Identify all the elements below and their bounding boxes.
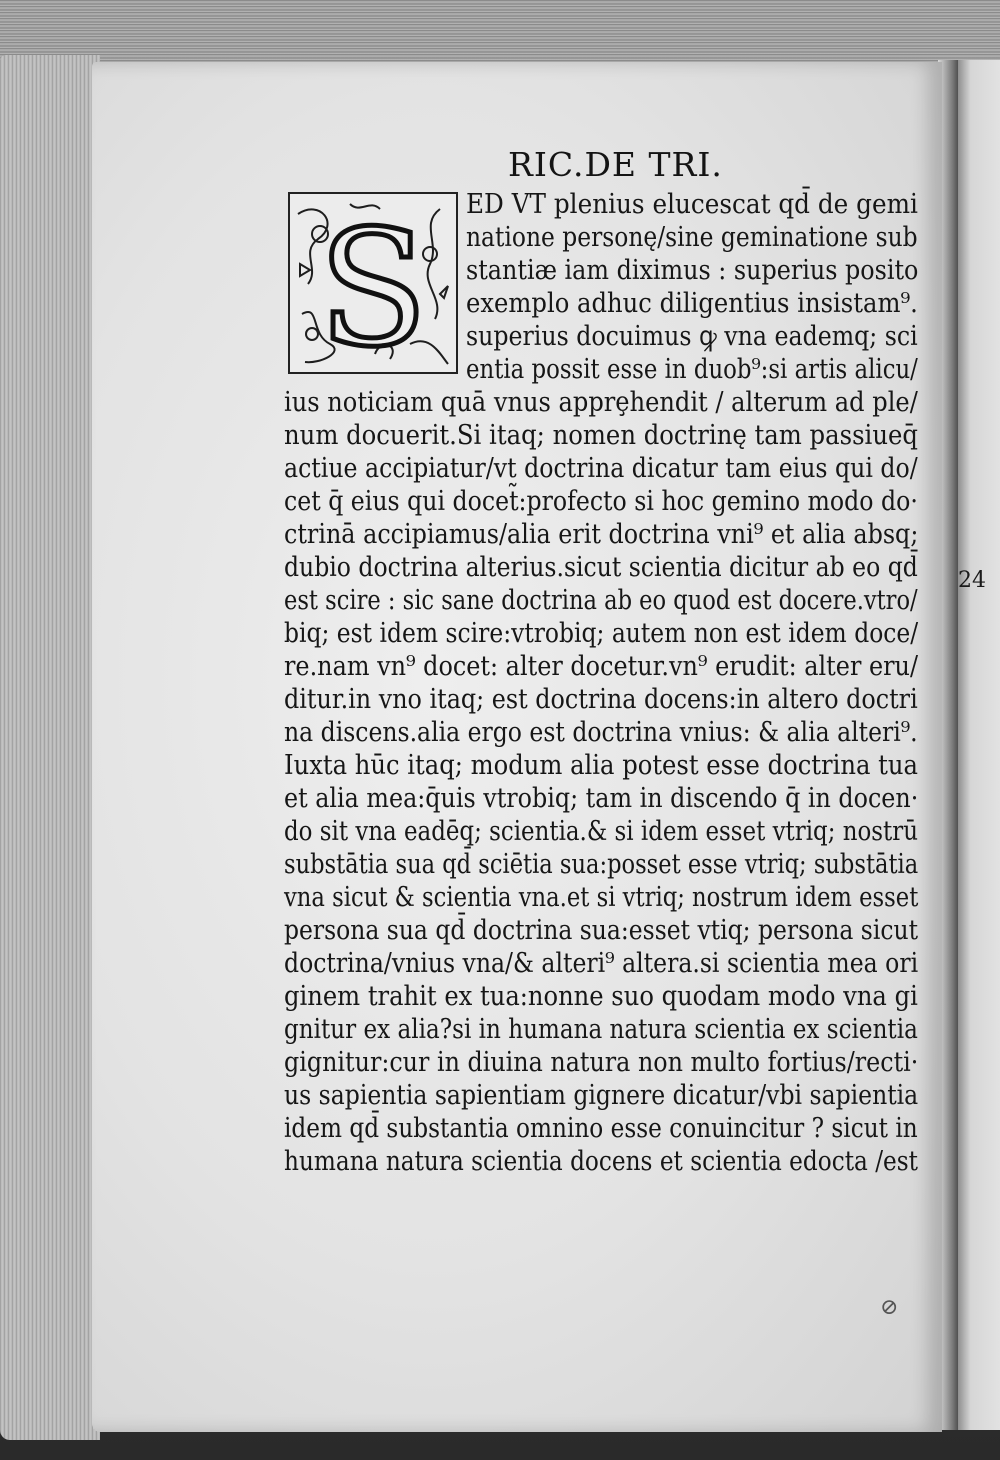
page-stack-edge: [0, 55, 100, 1440]
ink-mark-icon: ⊘: [880, 1295, 899, 1320]
text-line: et alia mea:q̄uis vtrobiq; tam in discendo q̄ in docen·: [284, 783, 919, 814]
text-line: actiue accipiatur/vt doctrina dicatur tam eius qui do/: [284, 453, 918, 484]
text-line: ctrinā accipiamus/alia erit doctrina vni⁹ et alia absq;: [284, 519, 919, 550]
floral-initial-icon: [290, 194, 456, 372]
decorated-initial: [288, 192, 458, 374]
text-line: substātia sua qd̄ sciētia sua:posset esse vtriq; substātia: [284, 849, 919, 880]
text-line: cet q̄ eius qui docet̃:profecto si hoc gemino modo do·: [284, 486, 918, 517]
text-line: persona sua qd̄ doctrina sua:esset vtiq; persona sicut: [284, 915, 918, 946]
text-line: ginem trahit ex tua:nonne suo quodam modo vna gi: [284, 981, 918, 1012]
text-line: superius docuimus ꝙ vna eademq; sci: [466, 321, 918, 352]
text-line: ditur.in vno itaq; est doctrina docens:in altero doctri: [284, 684, 918, 715]
text-line: num docuerit.Si itaq; nomen doctrinę tam passiueq̄: [284, 420, 918, 451]
text-line: gignitur:cur in diuina natura non multo fortius/recti·: [284, 1047, 919, 1078]
text-line: est scire : sic sane doctrina ab eo quod est docere.vtro/: [284, 585, 918, 616]
text-line: na discens.alia ergo est doctrina vnius: & alia alteri⁹.: [284, 717, 918, 748]
text-line: biq; est idem scire:vtrobiq; autem non est idem doce/: [284, 618, 919, 649]
text-line: entia possit esse in duob⁹:si artis alicu/: [466, 354, 918, 385]
text-line: ED VT plenius elucescat qd̄ de gemi: [466, 189, 918, 220]
margin-folio-number: 24: [958, 568, 986, 593]
text-line: do sit vna eadēq; scientia.& si idem esset vtriq; nostrū: [284, 816, 918, 847]
text-line: idem qd̄ substantia omnino esse conuincitur ? sicut in: [284, 1113, 918, 1144]
text-line: dubio doctrina alterius.sicut scientia dicitur ab eo qd̄: [284, 552, 918, 583]
text-line: doctrina/vnius vna/& alteri⁹ altera.si scientia mea ori: [284, 948, 919, 979]
initial-letter-glyph: S: [318, 195, 428, 372]
text-line: re.nam vn⁹ docet: alter docetur.vn⁹ erudit: alter eru/: [284, 651, 919, 682]
running-header: RIC.DE TRI.: [508, 145, 723, 184]
text-line: gnitur ex alia?si in humana natura scientia ex scientia: [284, 1014, 918, 1045]
text-line: stantiæ iam diximus : superius posito: [466, 255, 919, 286]
text-line: natione personę/sine geminatione sub: [466, 222, 918, 253]
facing-page: [958, 60, 1000, 1430]
book-top-edge: [0, 0, 1000, 70]
text-line: ius noticiam quā vnus apprȩhendit / alterum ad ple/: [284, 387, 918, 418]
text-line: Iuxta hūc itaq; modum alia potest esse doctrina tua: [284, 750, 918, 781]
text-line: exemplo adhuc diligentius insistam⁹.: [466, 288, 918, 319]
text-line: humana natura scientia docens et scientia edocta /est: [284, 1146, 918, 1177]
text-line: us sapientia sapientiam gignere dicatur/vbi sapientia: [284, 1080, 919, 1111]
text-line: vna sicut & scientia vna.et si vtriq; nostrum idem esset: [284, 882, 919, 913]
